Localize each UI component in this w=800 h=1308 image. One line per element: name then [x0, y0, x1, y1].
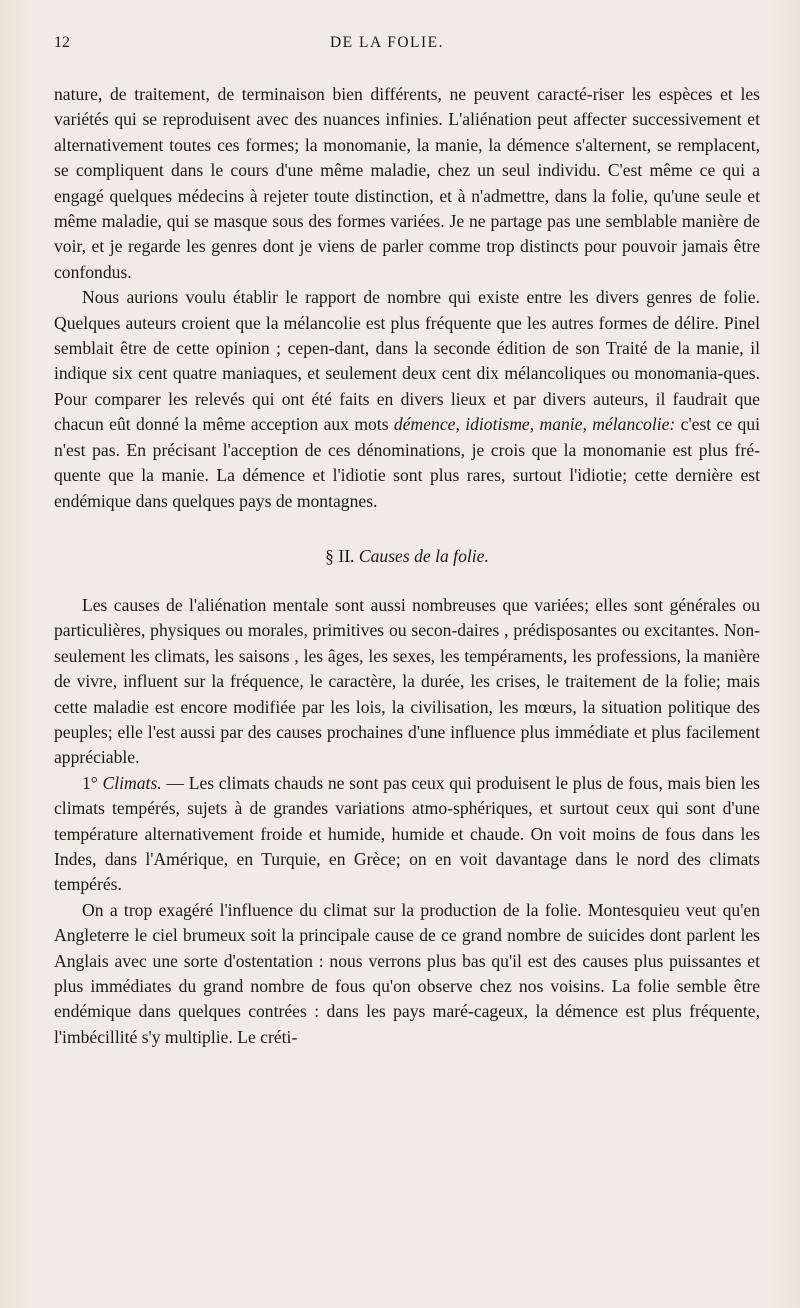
paragraph-forms-continuation: nature, de traitement, de terminaison bien différents, ne peuvent caracté-riser les espèces et les variétés qui se reproduisent avec des nuances infinies. L'aliénation peut affecter successivement et alternativement toutes ces formes; la monomanie, la manie, la démence s'alternent, se remplacent, se compliquent dans le cours d'une même maladie, chez un seul individu. C'est même ce qui a engagé quelques médecins à rejeter toute distinction, et à n'admettre, dans la folie, qu'une seule et même maladie, qui se masque sous des formes variées. Je ne partage pas une semblable manière de voir, et je regarde les genres dont je viens de parler comme trop distincts pour pouvoir jamais être confondus.: [54, 84, 760, 282]
paragraph-text: c'est ce qui n'est pas. En précisant l'acception de ces dénominations, je crois que la monomanie est plus fré-quente que la manie. La démence et l'idiotie sont plus rares, surtout l'idiotie; cette dernière est endémique dans quelques pays de montagnes.: [54, 414, 761, 511]
italic-subheading: Climats.: [102, 772, 162, 793]
section-heading: [54, 544, 760, 569]
paragraph-climate-influence: On a trop exagéré l'influence du climat sur la production de la folie. Montesquieu veut qu'en Angleterre le ciel brumeux soit la principale cause de ce grand nombre de suicides dont parlent les Anglais avec une sorte d'ostentation : nous verrons plus bas qu'il est des causes plus puissantes et plus immédiates du grand nombre de fous qu'on observe chez nos voisins. La folie semble être endémique dans quelques contrées : dans les pays maré-cageux, la démence est plus fréquente, l'imbécillité s'y multiplie. Le créti-: [54, 899, 760, 1047]
section-number: § II.: [325, 545, 355, 566]
section-title: Causes de la folie.: [358, 545, 489, 566]
paragraph-causes-intro: Les causes de l'aliénation mentale sont aussi nombreuses que variées; elles sont générales ou particulières, physiques ou morales, primitives ou secon-daires , prédisposantes ou excitantes. Non-seulement les climats, les saisons , les âges, les sexes, les tempéraments, les professions, la manière de vivre, influent sur la fréquence, le caractère, la durée, les crises, le traitement de la folie; mais cette maladie est encore modifiée par les lois, la civilisation, les mœurs, la situation politique des peuples; elle l'est aussi par des causes prochaines d'une influence plus immédiate et plus facilement appréciable.: [54, 594, 760, 768]
body-text: [54, 82, 760, 1050]
running-title: DE LA FOLIE.: [329, 34, 444, 51]
paragraph-text: — Les climats chauds ne sont pas ceux qui produisent le plus de fous, mais bien les climats tempérés, sujets à de grandes variations atmo-sphériques, et surtout ceux qui sont d'une température alternativement froide et humide, humide et chaude. On voit moins de fous dans les Indes, dans l'Amérique, en Turquie, en Grèce; on en voit davantage dans le nord des climats tempérés.: [54, 772, 760, 895]
running-head: [54, 34, 760, 64]
list-number: 1°: [82, 772, 103, 793]
page-number: 12: [54, 34, 70, 51]
paragraph-climates: [54, 771, 760, 898]
italic-terms: démence, idiotisme, manie, mélancolie:: [393, 414, 676, 435]
paragraph-frequency-of-genres: [54, 285, 760, 514]
paragraph-text: Nous aurions voulu établir le rapport de nombre qui existe entre les divers genres de folie. Quelques auteurs croient que la mélancolie est plus fréquente que les autres formes de délire. Pinel semblait être de cette opinion ; cepen-dant, dans la seconde édition de son Traité de la manie, il indique six cent quatre maniaques, et seulement deux cent dix mélancoliques ou monomania-ques. Pour comparer les relevés qui ont été faits en divers lieux et par divers auteurs, il faudrait que chacun eût donné la même acception aux mots: [54, 287, 760, 435]
